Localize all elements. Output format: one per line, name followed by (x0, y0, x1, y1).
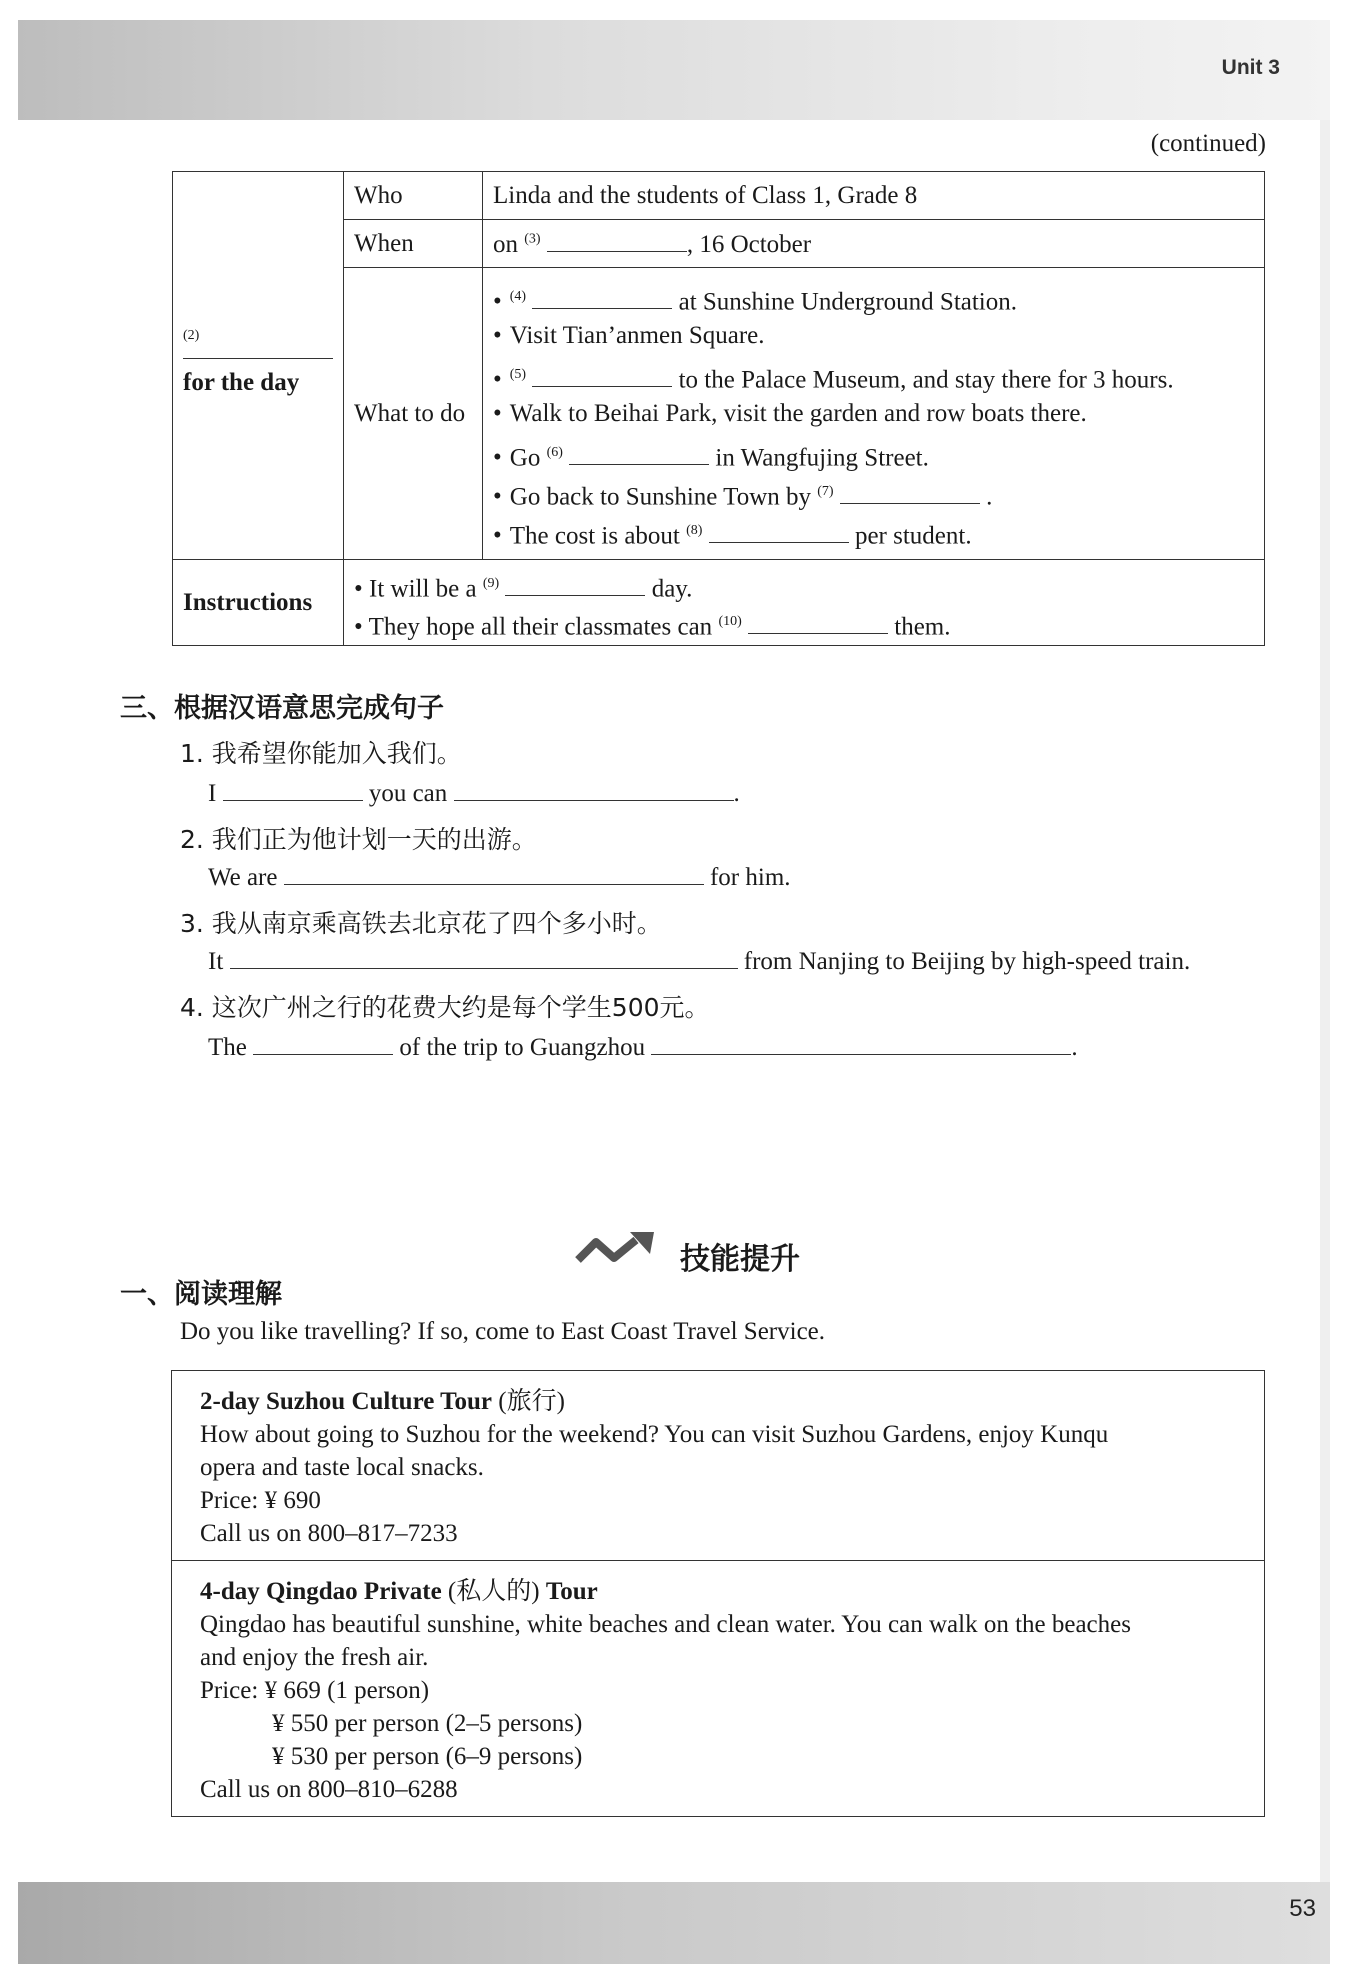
page-number: 53 (1289, 1895, 1316, 1922)
q3-blank[interactable] (230, 946, 738, 969)
q4-chinese: 4. 这次广州之行的花费大约是每个学生500元。 (180, 993, 710, 1022)
instruction-line: • They hope all their classmates can $^{(10)}$ them. (354, 612, 951, 640)
q2-chinese: 2. 我们正为他计划一天的出游。 (180, 825, 537, 854)
ad1-line1: How about going to Suzhou for the weekend? You can visit Suzhou Gardens, enjoy Kunqu (200, 1421, 1109, 1448)
ad2-call: Call us on 800–810–6288 (200, 1776, 458, 1803)
section3-title: 三、根据汉语意思完成句子 (120, 693, 444, 724)
who-label: Who (344, 172, 483, 220)
q3-chinese: 3. 我从南京乘高铁去北京花了四个多小时。 (180, 909, 662, 938)
ad-suzhou (172, 1371, 1264, 1560)
unit-label: Unit 3 (1221, 56, 1280, 79)
todo-item: • Walk to Beihai Park, visit the garden and row boats there. (493, 394, 1254, 433)
ad2-price1: Price: ¥ 669 (1 person) (200, 1677, 430, 1704)
what-to-do-cell (483, 268, 1265, 560)
q1-blank-a[interactable] (223, 778, 363, 801)
q1-english: I you can . (208, 780, 740, 807)
q2-english: We are for him. (208, 864, 791, 891)
blank-3[interactable] (547, 229, 687, 252)
q2-blank[interactable] (284, 862, 704, 885)
q4-english: The of the trip to Guangzhou . (208, 1034, 1078, 1061)
instruction-line: • It will be a $^{(9)}$ day. (354, 574, 693, 602)
blank-7[interactable] (840, 481, 980, 504)
todo-item: • $^{(4)}$ at Sunshine Underground Station. (493, 277, 1254, 316)
blank-4[interactable] (532, 286, 672, 309)
blank-2[interactable]: (2) (183, 334, 333, 359)
footer-band (18, 1882, 1330, 1964)
continued-label: (continued) (1150, 130, 1266, 157)
ad1-title: 2-day Suzhou Culture Tour (200, 1388, 492, 1415)
q4-blank-a[interactable] (253, 1032, 393, 1055)
todo-item: • Visit Tian’anmen Square. (493, 316, 1254, 355)
ad2-title-a: 4-day Qingdao Private (200, 1578, 442, 1605)
blank-8[interactable] (709, 520, 849, 543)
blank-10[interactable] (748, 611, 888, 634)
trend-arrow-icon (574, 1228, 664, 1268)
q1-blank-b[interactable] (454, 778, 734, 801)
ad2-price2: ¥ 550 per person (2–5 persons) (272, 1710, 583, 1737)
q4-blank-b[interactable] (651, 1032, 1071, 1055)
blank-5[interactable] (532, 364, 672, 387)
todo-item: • Go back to Sunshine Town by $^{(7)}$ . (493, 472, 1254, 511)
ad-qingdao (172, 1560, 1264, 1816)
ads-box (171, 1370, 1265, 1817)
instructions-cell (344, 560, 1265, 646)
page-edge (1320, 120, 1330, 1882)
reading-intro: Do you like travelling? If so, come to East Coast Travel Service. (180, 1318, 826, 1345)
when-value: on $^{(3)}$ , 16 October (483, 220, 1265, 268)
ad1-line2: opera and taste local snacks. (200, 1454, 484, 1481)
blank-9[interactable] (505, 573, 645, 596)
instructions-label: Instructions (173, 560, 344, 646)
skill-title: 技能提升 (680, 1242, 800, 1277)
ad2-title-b: Tour (545, 1578, 598, 1605)
plan-table (172, 171, 1265, 646)
ad1-call: Call us on 800–817–7233 (200, 1520, 458, 1547)
who-value: Linda and the students of Class 1, Grade 8 (483, 172, 1265, 220)
what-label: What to do (344, 268, 483, 560)
row-label: for the day (183, 369, 300, 396)
plan-row-label-cell (173, 172, 344, 560)
ad2-line2: and enjoy the fresh air. (200, 1644, 429, 1671)
header-band (18, 20, 1330, 120)
when-label: When (344, 220, 483, 268)
ad2-line1: Qingdao has beautiful sunshine, white beaches and clean water. You can walk on the beaches (200, 1611, 1131, 1638)
q3-english: It from Nanjing to Beijing by high-speed train. (208, 948, 1191, 975)
ad1-title-cn: (旅行) (498, 1388, 565, 1415)
ad2-title-cn: (私人的) (447, 1578, 540, 1605)
todo-item: • The cost is about $^{(8)}$ per student. (493, 511, 1254, 550)
ad1-price: Price: ¥ 690 (200, 1487, 321, 1514)
todo-item: • Go $^{(6)}$ in Wangfujing Street. (493, 433, 1254, 472)
blank-6[interactable] (569, 442, 709, 465)
todo-item: • $^{(5)}$ to the Palace Museum, and stay there for 3 hours. (493, 355, 1254, 394)
ad2-price3: ¥ 530 per person (6–9 persons) (272, 1743, 583, 1770)
reading-title: 一、阅读理解 (120, 1279, 282, 1310)
q1-chinese: 1. 我希望你能加入我们。 (180, 739, 462, 768)
